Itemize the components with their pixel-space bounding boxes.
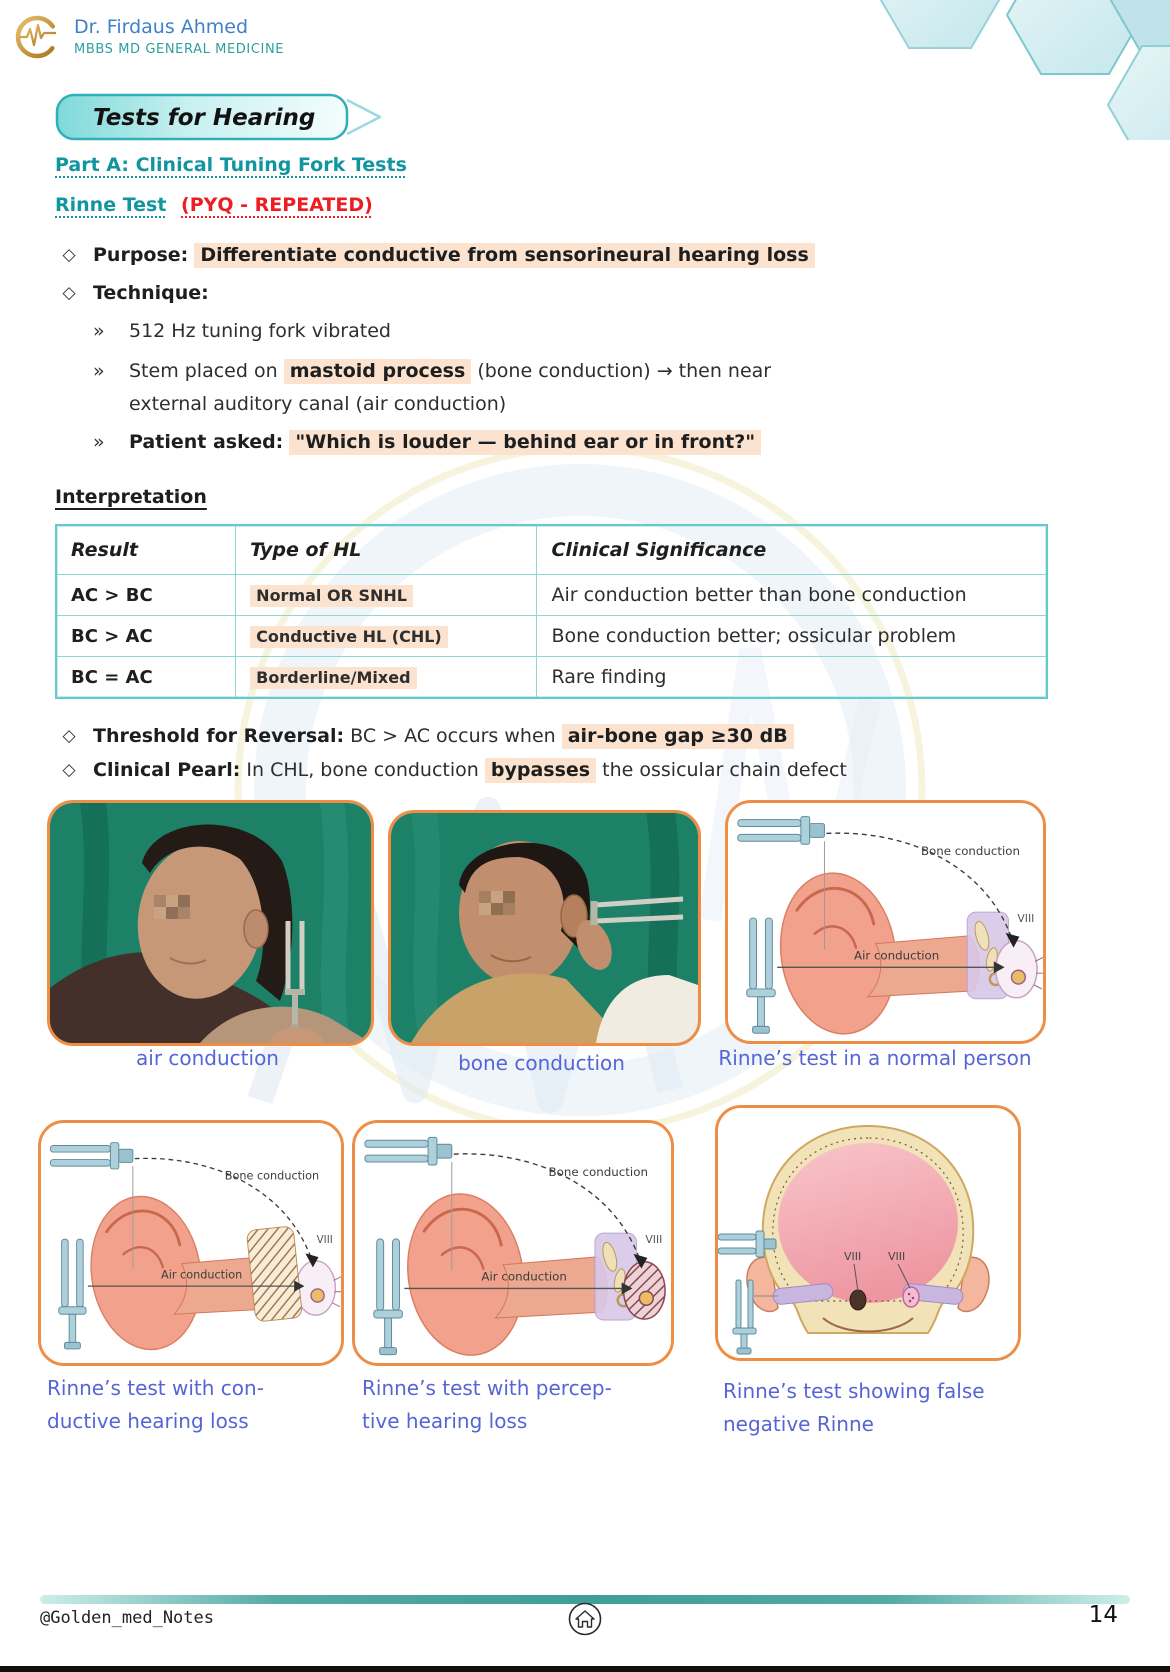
figure-caption-perceptive xyxy=(362,1372,672,1438)
threshold-bullet xyxy=(57,723,1170,751)
patient-asked-label: Patient asked: xyxy=(129,430,284,453)
pearl-highlight: bypasses xyxy=(485,758,596,783)
interpretation-heading: Interpretation xyxy=(55,486,207,509)
bottom-edge-bar xyxy=(0,1666,1170,1672)
caption-line: ductive hearing loss xyxy=(47,1409,249,1433)
diamond-bullet-icon: ◇ xyxy=(62,726,76,747)
result-cell: BC > AC xyxy=(56,616,236,657)
purpose-text: Differentiate conductive from sensorineural hearing loss xyxy=(194,243,814,268)
conductive-block-hatch xyxy=(246,1226,302,1322)
caption-line: Rinne’s test showing false xyxy=(723,1379,985,1403)
air-conduction-label: Air conduction xyxy=(481,1269,567,1284)
cochlea-damage-hatch xyxy=(624,1262,665,1319)
sub-bullet-icon: » xyxy=(93,320,105,343)
figure-caption-conductive xyxy=(47,1372,347,1438)
threshold-mid: BC > AC occurs when xyxy=(350,725,556,748)
nerve-label: VIII xyxy=(1017,912,1035,925)
doctor-credentials: MBBS MD GENERAL MEDICINE xyxy=(74,41,285,57)
technique-label: Technique: xyxy=(93,281,209,304)
rinne-test-heading xyxy=(55,194,1170,216)
header-names xyxy=(74,16,284,58)
technique-item-1 xyxy=(93,315,1170,347)
sub-bullet-icon: » xyxy=(93,430,105,453)
title-banner xyxy=(55,92,1170,146)
pearl-post: the ossicular chain defect xyxy=(602,758,847,781)
nerve-label: VIII xyxy=(844,1250,862,1263)
part-a-heading: Part A: Clinical Tuning Fork Tests xyxy=(55,154,407,176)
purpose-line xyxy=(93,242,815,270)
page-header xyxy=(0,0,1170,62)
face-pixelation xyxy=(479,891,515,915)
pyq-tag: (PYQ - REPEATED) xyxy=(181,194,373,216)
figure-bone-conduction-photo xyxy=(388,810,701,1046)
sub-bullet-icon: » xyxy=(93,360,105,383)
figure-perceptive-hl-diagram xyxy=(352,1120,674,1366)
table-header-type: Type of HL xyxy=(236,525,537,575)
technique-item-3-text xyxy=(129,426,761,458)
type-cell: Borderline/Mixed xyxy=(250,667,416,689)
figure-air-conduction-photo xyxy=(47,800,374,1046)
patient-asked-quote: "Which is louder — behind ear or in front?" xyxy=(289,430,761,455)
banner-arrow-icon xyxy=(347,100,380,134)
caption-line: Rinne’s test with con- xyxy=(47,1376,264,1400)
purpose-bullet xyxy=(57,242,1170,270)
dead-cochlea xyxy=(850,1290,866,1310)
technique-item-2-highlight: mastoid process xyxy=(284,359,472,384)
technique-item-2-pre: Stem placed on xyxy=(129,360,278,383)
doctor-name: Dr. Firdaus Ahmed xyxy=(74,16,249,38)
air-conduction-label: Air conduction xyxy=(161,1268,243,1282)
nerve-label: VIII xyxy=(316,1234,333,1246)
face-pixelation xyxy=(154,895,190,919)
nerve-label: VIII xyxy=(645,1233,663,1246)
threshold-highlight: air-bone gap ≥30 dB xyxy=(562,724,794,749)
functioning-cochlea xyxy=(903,1287,919,1307)
pearl-label: Clinical Pearl: xyxy=(93,758,241,781)
figure-false-negative-diagram xyxy=(715,1105,1021,1361)
bone-conduction-label: Bone conduction xyxy=(920,844,1020,859)
diamond-bullet-icon: ◇ xyxy=(62,282,76,303)
footer-handle: @Golden_med_Notes xyxy=(40,1608,214,1628)
significance-cell: Rare finding xyxy=(537,657,1047,699)
table-row xyxy=(56,657,1047,699)
figure-caption-air-conduction: air conduction xyxy=(136,1046,279,1070)
purpose-label: Purpose: xyxy=(93,244,189,266)
pearl-pre: In CHL, bone conduction xyxy=(246,758,479,781)
figure-caption-false-negative xyxy=(723,1375,1043,1441)
technique-item-1-text: 512 Hz tuning fork vibrated xyxy=(129,320,391,343)
technique-item-2 xyxy=(93,355,1170,420)
figure-normal-rinne-diagram xyxy=(725,800,1046,1044)
figure-caption-normal-rinne: Rinne’s test in a normal person xyxy=(718,1046,1032,1070)
table-header-row xyxy=(56,525,1047,575)
nerve-label: VIII xyxy=(888,1250,906,1263)
table-row xyxy=(56,575,1047,616)
home-icon xyxy=(566,1600,604,1642)
significance-cell: Bone conduction better; ossicular problem xyxy=(537,616,1047,657)
technique-item-2-text xyxy=(129,355,784,420)
page-number: 14 xyxy=(1088,1602,1118,1628)
air-conduction-label: Air conduction xyxy=(854,948,940,963)
type-cell: Normal OR SNHL xyxy=(250,585,413,607)
caption-line: tive hearing loss xyxy=(362,1409,528,1433)
technique-item-2-mid: (bone conduction) → then near external auditory canal (air conduction) xyxy=(129,360,772,415)
figure-conductive-hl-diagram xyxy=(38,1120,344,1366)
technique-bullet xyxy=(57,280,1170,308)
interpretation-table xyxy=(55,524,1048,699)
technique-item-3 xyxy=(93,426,1170,458)
caption-line: Rinne’s test with percep- xyxy=(362,1376,612,1400)
table-header-result: Result xyxy=(56,525,236,575)
table-row xyxy=(56,616,1047,657)
bone-conduction-label: Bone conduction xyxy=(224,1169,320,1183)
diamond-bullet-icon: ◇ xyxy=(62,759,76,780)
test-name: Rinne Test xyxy=(55,194,167,216)
threshold-label: Threshold for Reversal: xyxy=(93,725,345,748)
bone-conduction-label: Bone conduction xyxy=(548,1164,648,1179)
pearl-line xyxy=(93,757,847,785)
result-cell: BC = AC xyxy=(56,657,236,699)
page-title: Tests for Hearing xyxy=(93,105,316,131)
diamond-bullet-icon: ◇ xyxy=(62,245,76,265)
pearl-bullet xyxy=(57,757,1170,785)
result-cell: AC > BC xyxy=(56,575,236,616)
clinic-logo-icon xyxy=(12,12,62,62)
figure-caption-bone-conduction: bone conduction xyxy=(458,1051,625,1075)
brain xyxy=(778,1143,958,1303)
type-cell: Conductive HL (CHL) xyxy=(250,626,448,648)
table-header-significance: Clinical Significance xyxy=(537,525,1047,575)
caption-line: negative Rinne xyxy=(723,1412,874,1436)
significance-cell: Air conduction better than bone conduction xyxy=(537,575,1047,616)
threshold-line xyxy=(93,723,794,751)
